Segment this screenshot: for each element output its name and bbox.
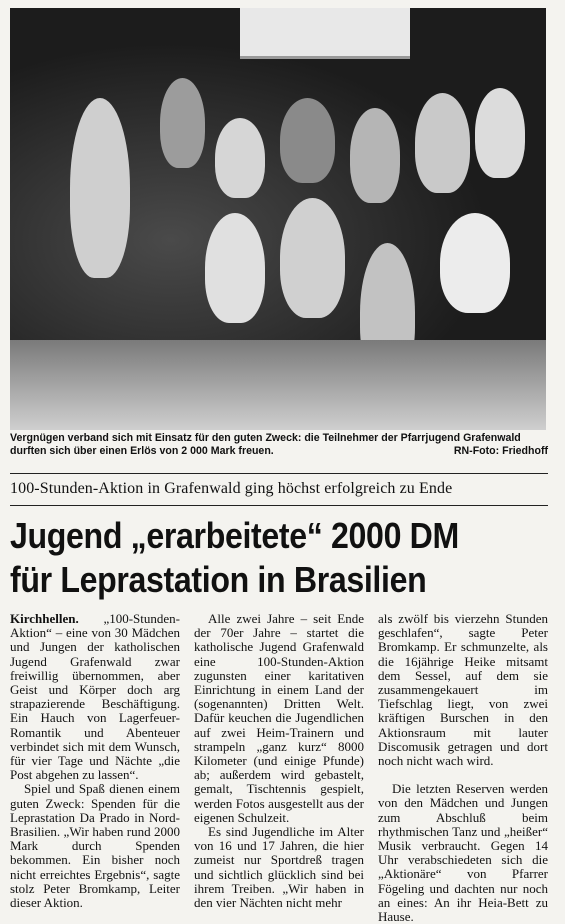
caption-text: Vergnügen verband sich mit Einsatz für den guten Zweck: die Teilnehmer der Pfarrjugend Grafenwald durften sich über einen Erlös von 2 000 Mark freuen. (10, 432, 521, 457)
photo-figure (415, 93, 470, 193)
article-column-1 (10, 612, 180, 910)
photo-figure (350, 108, 400, 203)
article-paragraph: Kirchhellen. „100-Stunden-Aktion“ – eine von 30 Mädchen und Jungen der katholischen Jugend Grafenwald zwar freiwillig übernommen, aber Geist und Körper doch arg strapazierende Beschäftigung. Ein Hauch von Lagerfeuer-Romantik und Abenteuer verbindet sich mit dem Wunsch, für vier Tage und Nächte „die Post abgehen zu lassen“. (10, 611, 180, 783)
photo-figure (280, 98, 335, 183)
dateline: Kirchhellen. (10, 611, 79, 626)
headline (10, 514, 490, 602)
photo-figure (440, 213, 510, 313)
photo-caption (10, 432, 548, 458)
group-photo (10, 8, 546, 430)
photo-figure (70, 98, 130, 278)
photo-floor (10, 340, 546, 430)
article-paragraph: Alle zwei Jahre – seit Ende der 70er Jahre – startet die katholische Jugend Grafenwald eine 100-Stunden-Aktion zugunsten einer karitativen Einrichtung in einem Land der (sogenannten) Dritten Welt. Dafür keuchen die Jugendlichen auf zwei Heim-Trainern und strampeln „ganz kurz“ 8000 Kilometer (und einige Pfunde) ab; außerdem wird gebastelt, gemalt, Tischtennis gespielt, werden Fotos ausgestellt aus der eigenen Schulzeit. (194, 611, 364, 825)
article-paragraph: als zwölf bis vierzehn Stunden geschlafen“, sagte Peter Bromkamp. Er schmunzelte, als die 16jährige Heike mitsamt dem Sessel, auf dem sie zusammengekauert im Tiefschlag liegt, von zwei kräftigen Burschen in den Aktionsraum mit lauter Discomusik getragen und dort noch nicht wach wird. (378, 611, 548, 769)
article-paragraph: Es sind Jugendliche im Alter von 16 und 17 Jahren, die hier zumeist nur Sportdreß tragen und sichtlich glücklich sind bei ihrem Treiben. „Wir haben in den vier Nächten nicht mehr (194, 824, 364, 911)
kicker: 100-Stunden-Aktion in Grafenwald ging höchst erfolgreich zu Ende (10, 480, 453, 497)
photo-figure (215, 118, 265, 198)
photo-figure (205, 213, 265, 323)
photo-figure (475, 88, 525, 178)
divider (10, 505, 548, 506)
photo-banner (240, 8, 410, 59)
photo-credit: RN-Foto: Friedhoff (453, 445, 548, 457)
photo-figure (280, 198, 345, 318)
headline-line-2: für Leprastation in Brasilien (10, 559, 427, 600)
article-paragraph: Die letzten Reserven werden von den Mädchen und Jungen zum Abschluß beim rhythmischen Tanz und „heißer“ Musik verbraucht. Gegen 14 Uhr verabschiedeten sich die „Aktionäre“ von Pfarrer Fögeling und dachten nur noch an eines: An ihr Heia-Bett zu Hause. (378, 781, 548, 924)
article-column-2 (194, 612, 364, 910)
article-paragraph: Spiel und Spaß dienen einem guten Zweck: Spenden für die Leprastation Da Prado in Nord-Brasilien. „Wir haben rund 2000 Mark durch Spenden bekommen. Ein bisher noch nicht erreichtes Ergebnis“, sagte stolz Peter Bromkamp, Leiter dieser Aktion. (10, 781, 180, 911)
divider (10, 473, 548, 474)
photo-figure (160, 78, 205, 168)
headline-line-1: Jugend „erarbeitete“ 2000 DM (10, 515, 459, 556)
article-column-3 (378, 612, 548, 924)
